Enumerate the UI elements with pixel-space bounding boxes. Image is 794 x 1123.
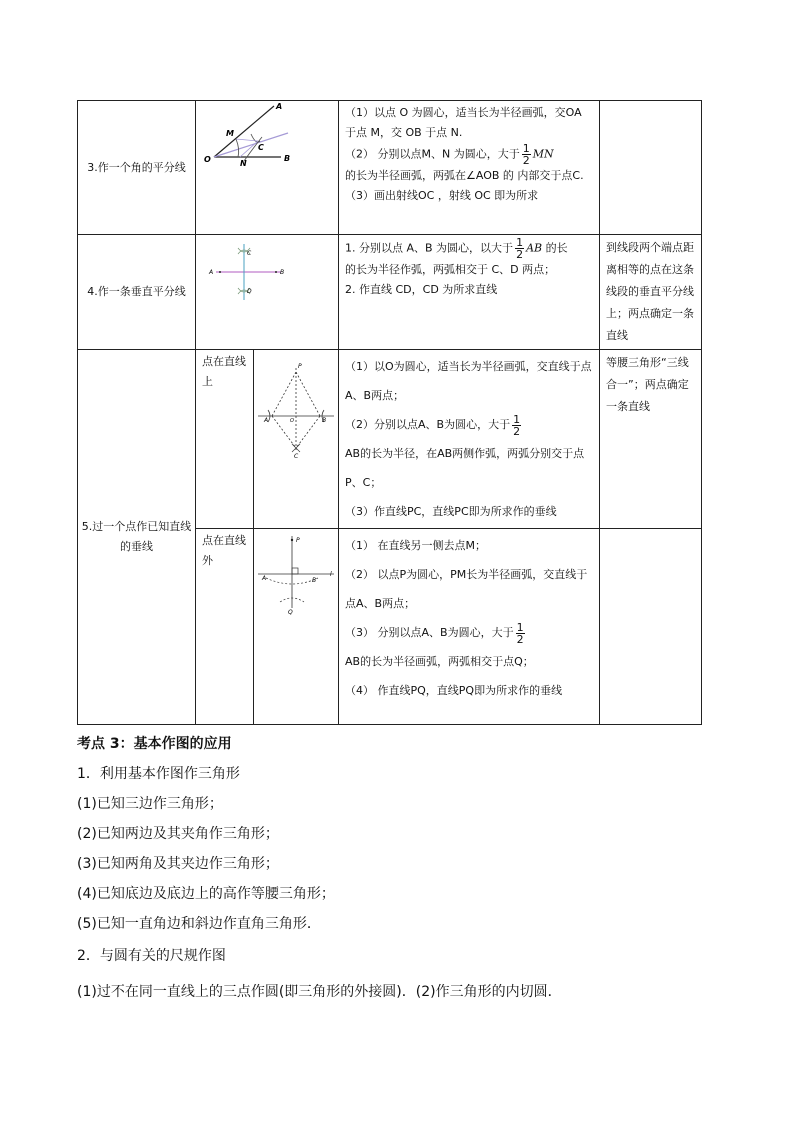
list-item: (4)已知底边及底边上的高作等腰三角形； bbox=[77, 886, 335, 902]
fraction: $\frac{1}{2}$ bbox=[522, 142, 530, 167]
svg-text:A: A bbox=[262, 575, 267, 582]
note-cell: 等腰三角形“三线合一”；两点确定一条直线 bbox=[600, 350, 702, 529]
steps-cell: 1. 分别以点 A、B 为圆心，以大于 $\frac{1}{2}$ AB 的长 的长为半径作弧，两弧相交于 C、D 两点； 2. 作直线 CD，CD 为所求直线 bbox=[339, 235, 600, 350]
section-heading: 考点 3：基本作图的应用 bbox=[77, 736, 232, 752]
svg-text:B: B bbox=[280, 268, 285, 276]
list-item: (2)已知两边及其夹角作三角形； bbox=[77, 826, 279, 842]
svg-text:B: B bbox=[322, 416, 327, 424]
row-title: 4.作一条垂直平分线 bbox=[78, 235, 196, 350]
perpendicular-on-line-figure bbox=[254, 350, 339, 529]
steps-cell: （1） 在直线另一侧去点M； （2） 以点P为圆心，PM长为半径画弧，交直线于点A、B两点； （3） 分别以点A、B为圆心，大于 $\frac{1}{2}$ AB的长为半径画弧，两弧相交于点Q； （4） 作直线PQ，直线PQ即为所求作的垂线 bbox=[339, 529, 600, 725]
svg-text:A: A bbox=[209, 268, 214, 276]
perpendicular-bisector-figure bbox=[196, 235, 339, 350]
svg-text:C: C bbox=[247, 249, 252, 257]
row-title: 5.过一个点作已知直线的垂线 bbox=[78, 350, 196, 725]
note-cell: 到线段两个端点距离相等的点在这条线段的垂直平分线上；两点确定一条直线 bbox=[600, 235, 702, 350]
svg-text:P: P bbox=[298, 362, 302, 370]
list-item: (1)过不在同一直线上的三点作圆(即三角形的外接圆)．(2)作三角形的内切圆． bbox=[77, 984, 562, 1000]
svg-text:C: C bbox=[294, 452, 299, 460]
list-item: 1．利用基本作图作三角形 bbox=[77, 766, 240, 782]
angle-bisector-figure bbox=[196, 101, 339, 235]
list-item: (1)已知三边作三角形； bbox=[77, 796, 223, 812]
list-item: (3)已知两角及其夹边作三角形； bbox=[77, 856, 279, 872]
list-item: 2．与圆有关的尺规作图 bbox=[77, 948, 226, 964]
svg-text:P: P bbox=[296, 537, 300, 544]
svg-text:M: M bbox=[226, 129, 234, 138]
svg-text:A: A bbox=[276, 102, 283, 111]
svg-text:Q: Q bbox=[288, 609, 293, 616]
svg-text:O: O bbox=[290, 417, 294, 424]
svg-text:B: B bbox=[312, 577, 317, 584]
note-cell-empty bbox=[600, 101, 702, 235]
fraction: $\frac{1}{2}$ bbox=[513, 412, 521, 438]
svg-text:O: O bbox=[204, 155, 211, 164]
svg-text:A: A bbox=[264, 416, 269, 424]
table-row bbox=[78, 350, 702, 529]
case-label: 点在直线上 bbox=[196, 350, 254, 529]
svg-text:D: D bbox=[247, 287, 252, 295]
construction-table bbox=[77, 100, 702, 725]
fraction: $\frac{1}{2}$ bbox=[516, 236, 524, 261]
svg-text:B: B bbox=[284, 154, 291, 163]
steps-cell: （1）以点 O 为圆心，适当长为半径画弧，交OA 于点 M，交 OB 于点 N. （2） 分别以点M、N 为圆心，大于 $\frac{1}{2}$ MN 的长为半径画弧，两弧在∠AOB 的 内部交于点C. （3）画出射线OC ，射线 OC 即为所求 bbox=[339, 101, 600, 235]
row-title: 3.作一个角的平分线 bbox=[78, 101, 196, 235]
fraction: $\frac{1}{2}$ bbox=[516, 620, 524, 646]
note-cell-empty bbox=[600, 529, 702, 725]
case-label: 点在直线外 bbox=[196, 529, 254, 725]
perpendicular-through-point-figure bbox=[254, 529, 339, 725]
table-row bbox=[78, 235, 702, 350]
svg-text:C: C bbox=[258, 143, 264, 152]
svg-text:l: l bbox=[330, 571, 332, 578]
steps-cell: （1）以O为圆心，适当长为半径画弧，交直线于点A、B两点； （2）分别以点A、B为圆心，大于 $\frac{1}{2}$ AB的长为半径，在AB两侧作弧，两弧分别交于点P、C； （3）作直线PC，直线PC即为所求作的垂线 bbox=[339, 350, 600, 529]
svg-text:N: N bbox=[240, 159, 247, 168]
list-item: (5)已知一直角边和斜边作直角三角形． bbox=[77, 916, 321, 932]
table-row bbox=[78, 101, 702, 235]
